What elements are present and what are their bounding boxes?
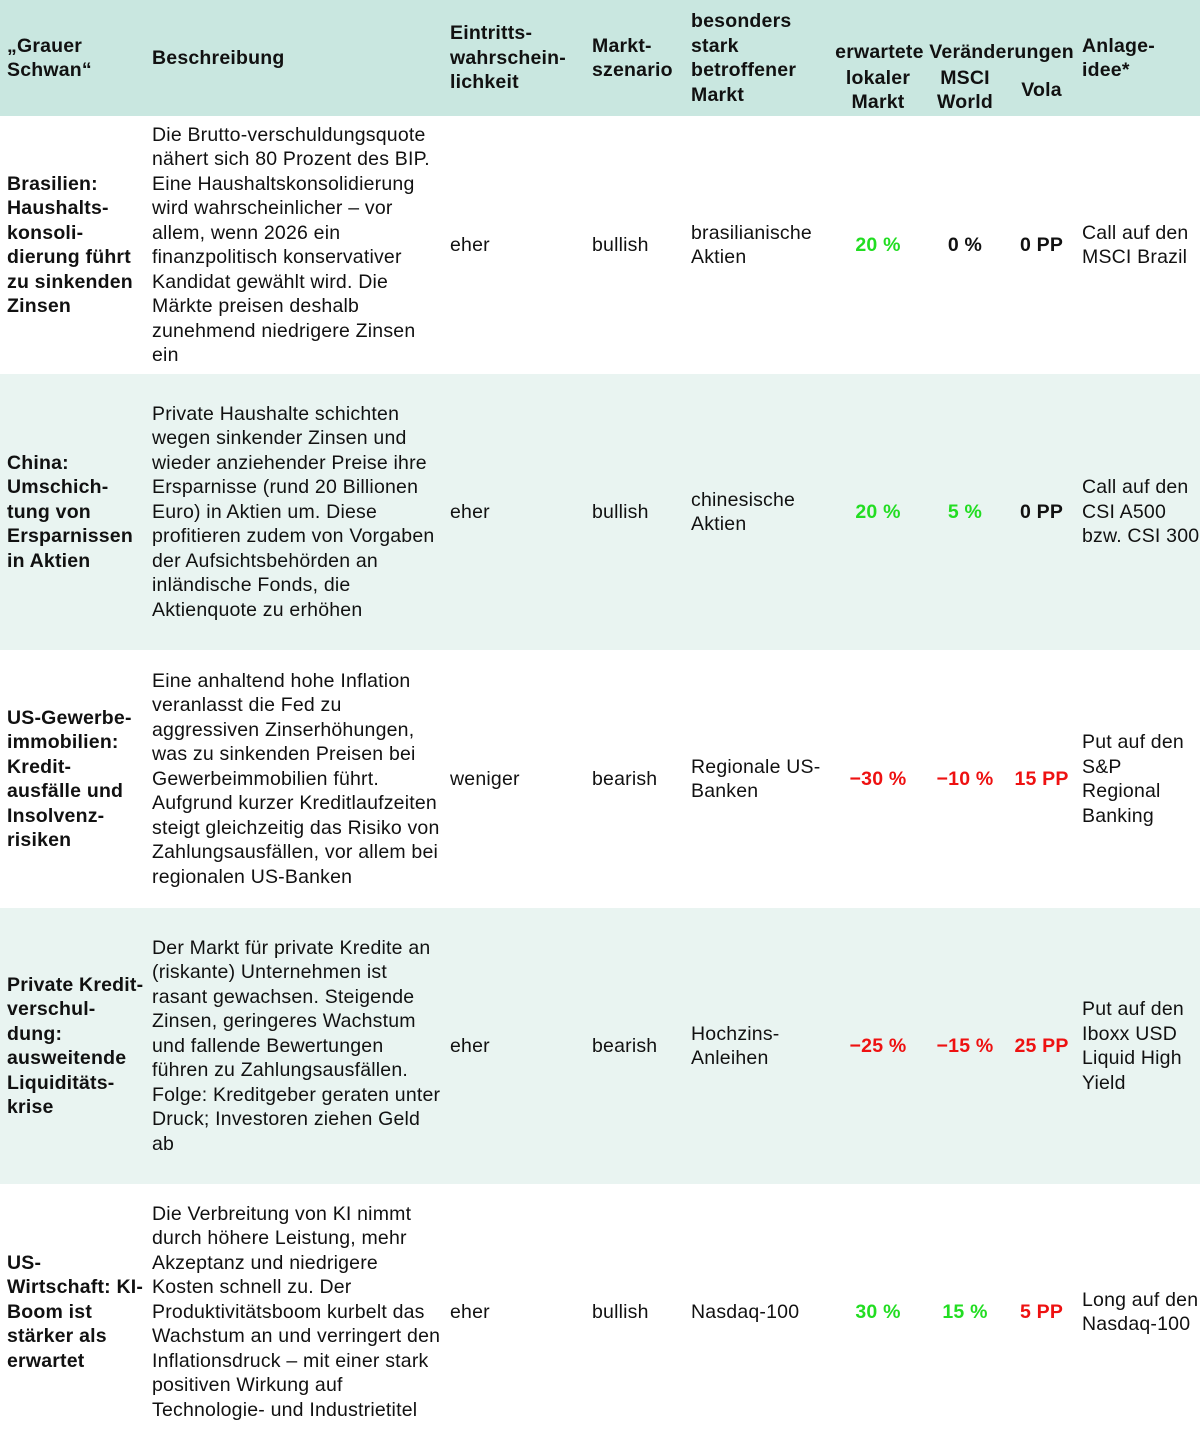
market-scenario: bearish (585, 908, 684, 1184)
change-local-market: 20 % (834, 374, 922, 650)
change-local-market: 30 % (855, 1300, 901, 1323)
header-market-scenario: Markt-szenario (585, 0, 684, 116)
change-vola: 0 PP (1019, 233, 1064, 256)
investment-idea: Long auf den Nasdaq-100 (1082, 1288, 1199, 1335)
investment-idea: Call auf den CSI A500 bzw. CSI 300 (1075, 374, 1200, 650)
header-affected-market: besonders stark betroffener Markt (684, 0, 834, 116)
change-vola: 5 PP (1019, 1300, 1064, 1323)
header-description: Beschreibung (145, 0, 443, 116)
change-msci-world: 15 % (942, 1300, 988, 1323)
table-header (0, 0, 1200, 116)
swan-title: Brasilien: Haushalts-konsoli-dierung führt zu sinkenden Zinsen (7, 172, 133, 317)
affected-market: brasilianische Aktien (691, 221, 812, 268)
table-row (0, 116, 1200, 374)
table-row (0, 374, 1200, 650)
header-probability: Eintritts-wahrschein-lichkeit (443, 0, 585, 116)
investment-idea: Call auf den MSCI Brazil (1082, 221, 1189, 268)
description: Die Brutto-verschuldungsquote nähert sich 80 Prozent des BIP. Eine Haushaltskonsolidierung wird wahrscheinlicher – vor allem, wenn 2026 ein finanzpolitisch konservativer Kandidat gewählt wird. Die Märkte preisen deshalb zunehmend niedrigere Zinsen ein (152, 123, 430, 366)
market-scenario: bullish (592, 1300, 649, 1323)
table-row (0, 650, 1200, 908)
table-row (0, 1184, 1200, 1440)
swan-title: China: Umschich-tung von Ersparnissen in Aktien (0, 374, 145, 650)
table-row (0, 908, 1200, 1184)
header-investment-idea: Anlage-idee* (1075, 0, 1200, 116)
probability: eher (450, 233, 490, 256)
header-local-market: lokaler Markt (834, 64, 922, 116)
affected-market: Regionale US-Banken (691, 755, 821, 802)
change-local-market: 20 % (855, 233, 901, 256)
header-grey-swan: „Grauer Schwan“ (0, 0, 145, 116)
change-msci-world: −10 % (936, 767, 994, 790)
change-msci-world: 0 % (947, 233, 983, 256)
probability: eher (450, 1300, 490, 1323)
affected-market: Nasdaq-100 (691, 1300, 800, 1323)
change-local-market: −30 % (849, 767, 907, 790)
investment-idea: Put auf den S&P Regional Banking (1082, 731, 1184, 827)
swan-title: Private Kredit-verschul-dung: ausweitende Liquiditäts-krise (0, 908, 145, 1184)
description: Private Haushalte schichten wegen sinkender Zinsen und wieder anziehender Preise ihre Ersparnisse (rund 20 Billionen Euro) in Aktien um. Diese profitieren zudem von Vorgaben der Aufsichtsbehörden an inländische Fonds, die Aktienquote zu erhöhen (145, 374, 443, 650)
change-vola: 15 PP (1014, 767, 1069, 790)
market-scenario: bearish (592, 767, 658, 790)
change-vola: 0 PP (1008, 374, 1075, 650)
market-scenario: bullish (592, 233, 649, 256)
change-msci-world: 5 % (922, 374, 1008, 650)
affected-market: chinesische Aktien (684, 374, 834, 650)
investment-idea: Put auf den Iboxx USD Liquid High Yield (1075, 908, 1200, 1184)
probability: eher (443, 374, 585, 650)
change-local-market: −25 % (834, 908, 922, 1184)
description: Eine anhaltend hohe Inflation veranlasst die Fed zu aggressiven Zinserhöhungen, was zu sinkenden Preisen bei Gewerbeimmobilien führt. Aufgrund kurzer Kreditlaufzeiten steigt gleichzeitig das Risiko von Zahlungsausfällen, vor allem bei regionalen US-Banken (152, 669, 440, 888)
swan-title: US-Gewerbe-immobilien: Kredit-ausfälle und Insolvenz-risiken (7, 706, 132, 851)
change-vola: 25 PP (1008, 908, 1075, 1184)
affected-market: Hochzins-Anleihen (684, 908, 834, 1184)
probability: weniger (450, 767, 520, 790)
header-vola: Vola (1008, 64, 1075, 116)
description: Die Verbreitung von KI nimmt durch höhere Leistung, mehr Akzeptanz und niedrigere Kosten schnell zu. Der Produktivitätsboom kurbelt das Wachstum an und verringert den Inflationsdruck – mit einer stark positiven Wirkung auf Technologie- und Industrietitel (152, 1202, 441, 1421)
swan-title: US-Wirtschaft: KI-Boom ist stärker als erwartet (7, 1251, 144, 1372)
description: Der Markt für private Kredite an (riskante) Unternehmen ist rasant gewachsen. Steigende Zinsen, geringeres Wachstum und fallende Bewertungen führen zu Zahlungsausfällen. Folge: Kreditgeber geraten unter Druck; Investoren ziehen Geld ab (145, 908, 443, 1184)
header-expected-changes: erwartete Veränderungen (834, 0, 1075, 64)
table-body (0, 116, 1200, 1440)
market-scenario: bullish (585, 374, 684, 650)
header-msci-world: MSCI World (922, 64, 1008, 116)
change-msci-world: −15 % (922, 908, 1008, 1184)
probability: eher (443, 908, 585, 1184)
